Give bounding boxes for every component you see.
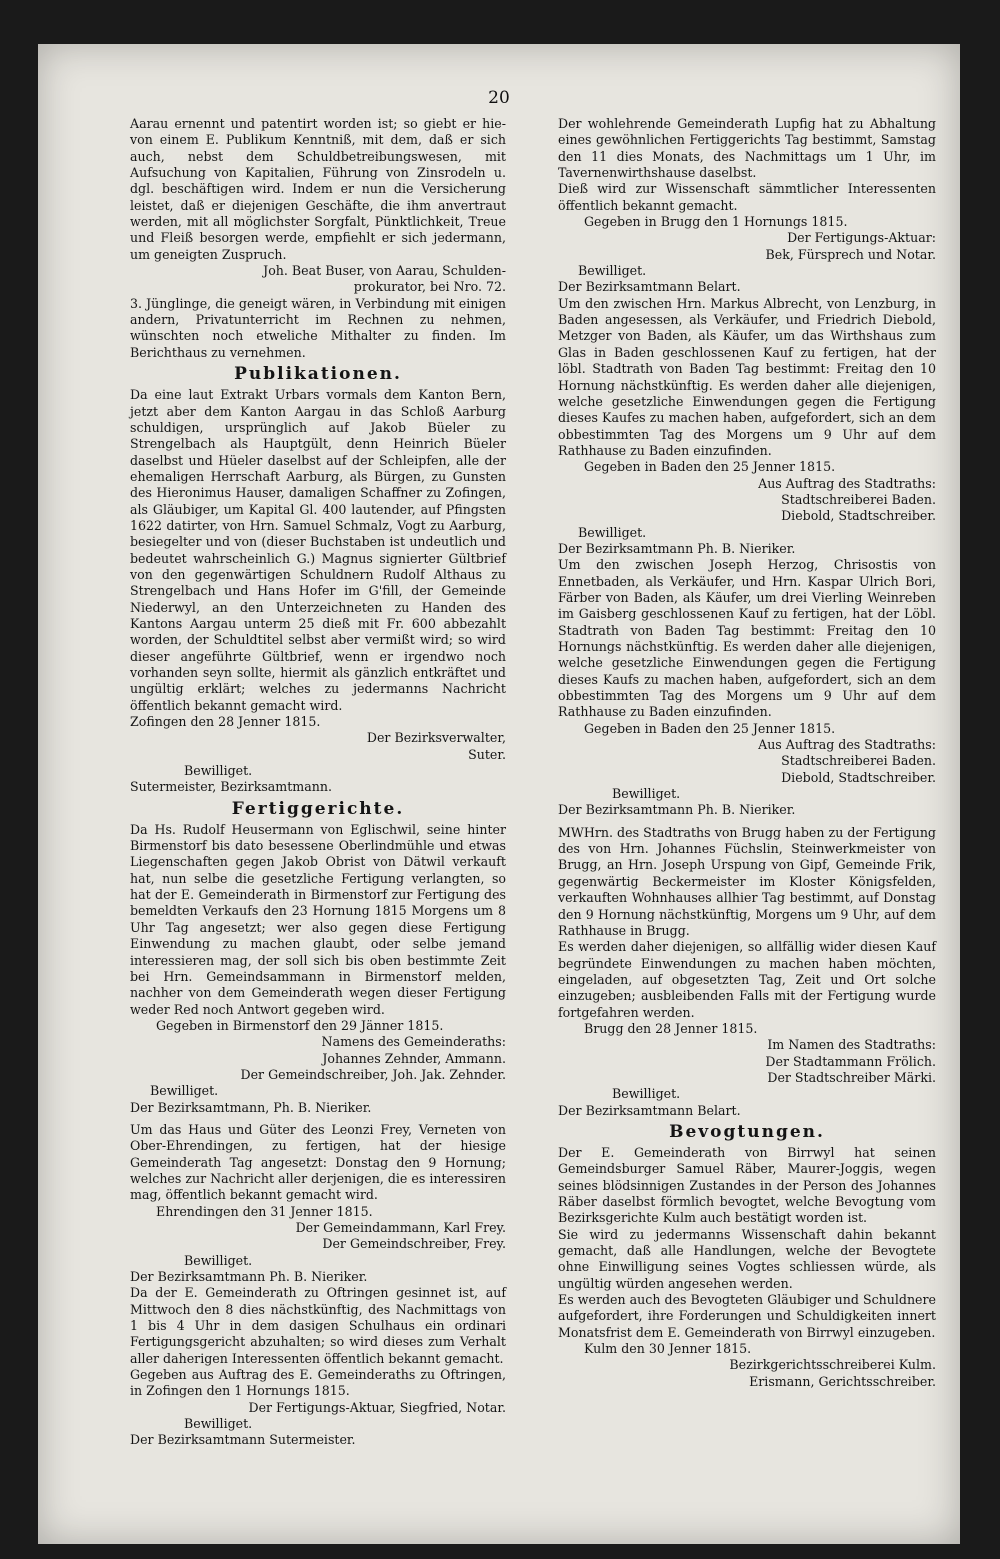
- signature-line: Joh. Beat Buser, von Aarau, Schulden-: [263, 263, 506, 279]
- signature-line: Namens des Gemeinderaths:: [321, 1034, 506, 1050]
- approval-line: Bewilliget.: [184, 1252, 253, 1268]
- signature-line: Diebold, Stadtschreiber.: [781, 508, 936, 524]
- signature-line: Stadtschreiberei Baden.: [781, 491, 936, 507]
- signature-line: Der Gemeindammann, Karl Frey.: [295, 1220, 506, 1235]
- signature-line: Der Stadtammann Frölich.: [765, 1053, 936, 1069]
- approval-signature: Der Bezirksamtmann Ph. B. Nieriker.: [130, 1269, 368, 1285]
- approval-signature: Der Bezirksamtmann Ph. B. Nieriker.: [558, 802, 796, 818]
- section-heading-fertiggerichte: Fertiggerichte.: [231, 798, 405, 819]
- approval-signature: Der Bezirksamtmann Ph. B. Nieriker.: [558, 540, 796, 556]
- signature-line: Der Bezirksverwalter,: [366, 730, 506, 746]
- notice-paragraph: Da der E. Gemeinderath zu Oftringen gesinnet ist, auf Mittwoch den 8 dies nächstkünftig, des Nachmittags von 1 bis 4 Uhr in dem dasigen Schulhaus ein ordinari Fertigungsgericht abzuhalten; so wird dieses zum Verhalt aller daherigen Interessenten öffentlich bekannt gemacht.: [130, 1285, 506, 1366]
- date-line: Gegeben aus Auftrag des E. Gemeinderaths zu Oftringen, in Zofingen den 1 Hornungs 1815.: [130, 1367, 506, 1399]
- date-line: Gegeben in Baden den 25 Jenner 1815.: [584, 720, 836, 736]
- date-line: Gegeben in Brugg den 1 Hornungs 1815.: [584, 214, 848, 230]
- approval-line: Bewilliget.: [578, 263, 647, 279]
- approval-line: Bewilliget.: [612, 1086, 681, 1102]
- notice-paragraph: Da eine laut Extrakt Urbars vormals dem Kanton Bern, jetzt aber dem Kanton Aargau in das Schloß Aarburg schuldigen, ursprünglich auf Jakob Büeler zu Strengelbach als Hauptgült, denn Heinrich Büeler daselbst und Hüeler daselbst auf der Schleipfen, alle der ehemaligen Herrschaft Aarburg, als Bürgen, zu Gunsten des Hieronimus Hauser, damaligen Schaffner zu Zofingen, als Gläubiger, um Kapital Gl. 400 lautender, auf Pfingsten 1622 datirter, von Hrn. Samuel Schmalz, Vogt zu Aarburg, besiegelter und von (dieser Buchstaben ist undeutlich und bedeutet wahrscheinlich G.) Magnus signierter Gültbrief von den gegenwärtigen Schuldnern Rudolf Althaus zu Strengelbach und Hans Hofer im G'fill, der Gemeinde Niederwyl, an den Unterzeichneten zu Handen des Kantons Aargau unterm 25 dieß mit Fr. 600 abbezahlt worden, der Schuldtitel selbst aber vermißt wird; so wird dieser angeführte Gültbrief, wenn er irgendwo noch vorhanden seyn sollte, hiermit als gänzlich entkräftet und ungültig erklärt; welches zu jedermanns Nachricht öffentlich bekannt gemacht wird.: [130, 387, 506, 713]
- approval-line: Bewilliget.: [578, 524, 647, 540]
- notice-paragraph: Dieß wird zur Wissenschaft sämmtlicher Interessenten öffentlich bekannt gemacht.: [558, 181, 936, 213]
- notice-paragraph: Da Hs. Rudolf Heusermann von Eglischwil, seine hinter Birmenstorf bis dato besessene Oberlindmühle und etwas Liegenschaften gegen Jakob Obrist von Dätwil verkauft hat, nun selbe die gesetzliche Fertigung verlangten, so hat der E. Gemeinderath in Birmenstorf zur Fertigung des bemeldten Verkaufs den 23 Hornung 1815 Morgens um 8 Uhr Tag angesetzt; wer also gegen diese Fertigung Einwendung zu machen glaubt, oder selbe jemand interessieren mag, der soll sich bis oben bestimmte Zeit bei Hrn. Gemeindsammann in Birmenstorf melden, nachher von dem Gemeinderath wegen dieser Fertigung weder Red noch Antwort gegeben wird.: [130, 821, 506, 1017]
- notice-paragraph: Sie wird zu jedermanns Wissenschaft dahin bekannt gemacht, daß alle Handlungen, welche der Bevogtete ohne Einwilligung seines Vogtes schliessen würde, als ungültig würden angesehen werden.: [558, 1226, 936, 1291]
- signature-line: Der Stadtschreiber Märki.: [767, 1069, 936, 1085]
- signature-line: Bezirkgerichtsschreiberei Kulm.: [729, 1357, 936, 1373]
- approval-line: Bewilliget.: [184, 763, 253, 779]
- approval-signature: Sutermeister, Bezirksamtmann.: [130, 779, 332, 795]
- section-heading-publikationen: Publikationen.: [234, 364, 402, 385]
- signature-line: Suter.: [468, 746, 506, 762]
- date-line: Brugg den 28 Jenner 1815.: [584, 1020, 758, 1036]
- notice-paragraph: Aarau ernennt und patentirt worden ist; so giebt er hie-von einem E. Publikum Kenntniß, mit dem, daß er sich auch, nebst dem Schuldbetreibungswesen, mit Aufsuchung von Kapitalien, Führung von Zinsrodeln u. dgl. beschäftigen wird. Indem er nun die Versicherung leistet, daß er diejenigen Geschäfte, die ihm anvertraut werden, mit all möglichster Sorgfalt, Pünktlichkeit, Treue und Fleiß besorgen werde, empfiehlt er sich jedermann, um geneigten Zuspruch.: [130, 116, 506, 262]
- approval-signature: Der Bezirksamtmann, Ph. B. Nieriker.: [130, 1099, 372, 1115]
- notice-paragraph: Um den zwischen Hrn. Markus Albrecht, von Lenzburg, in Baden angesessen, als Verkäufer, und Friedrich Diebold, Metzger von Baden, als Käufer, um das Wirthshaus zum Glas in Baden geschlossenen Kauf zu fertigen, hat der löbl. Stadtrath von Baden Tag bestimmt: Freitag den 10 Hornung nächstkünftig. Es werden daher alle diejenigen, welche gesetzliche Einwendungen gegen die Fertigung dieses Kaufes zu machen haben, aufgefordert, sich an dem obbestimmten Tag des Morgens um 9 Uhr auf dem Rathhause zu Baden einzufinden.: [558, 295, 936, 458]
- newspaper-page: [38, 44, 960, 1544]
- date-line: Ehrendingen den 31 Jenner 1815.: [156, 1203, 373, 1219]
- date-line: Kulm den 30 Jenner 1815.: [584, 1341, 752, 1357]
- signature-line: Johannes Zehnder, Ammann.: [322, 1050, 506, 1066]
- approval-signature: Der Bezirksamtmann Sutermeister.: [130, 1432, 356, 1448]
- notice-paragraph: Um das Haus und Güter des Leonzi Frey, Verneten von Ober-Ehrendingen, zu fertigen, hat der hiesige Gemeinderath Tag angesetzt: Donstag den 9 Hornung; welches zur Nachricht aller derjenigen, die es interessiren mag, öffentlich bekannt gemacht wird.: [130, 1121, 506, 1203]
- signature-line: Diebold, Stadtschreiber.: [781, 769, 936, 785]
- right-column: [558, 116, 936, 1390]
- signature-line: Aus Auftrag des Stadtraths:: [758, 475, 936, 491]
- signature-line: Der Gemeindschreiber, Frey.: [322, 1236, 506, 1252]
- signature-line: Im Namen des Stadtraths:: [767, 1037, 936, 1053]
- signature-line: Erismann, Gerichtsschreiber.: [749, 1373, 936, 1389]
- signature-line: Der Fertigungs-Aktuar, Siegfried, Notar.: [248, 1399, 506, 1415]
- notice-paragraph: Der E. Gemeinderath von Birrwyl hat seinen Gemeindsburger Samuel Räber, Maurer-Joggis, wegen seines blödsinnigen Zustandes in der Person des Johannes Räber daselbst förmlich bevogtet, welche Bevogtung vom Bezirksgerichte Kulm auch bestätigt worden ist.: [558, 1144, 936, 1226]
- approval-signature: Der Bezirksamtmann Belart.: [558, 1102, 741, 1118]
- notice-paragraph: Es werden daher diejenigen, so allfällig wider diesen Kauf begründete Einwendungen zu machen haben möchten, eingeladen, auf obgesetzten Tag, Zeit und Ort solche einzugeben; ausbleibenden Falls mit der Fertigung wurde fortgefahren werden.: [558, 939, 936, 1020]
- left-column: [130, 116, 506, 1449]
- page-number: 20: [488, 88, 510, 108]
- signature-line: Der Gemeindschreiber, Joh. Jak. Zehnder.: [240, 1066, 506, 1082]
- notice-paragraph: MWHrn. des Stadtraths von Brugg haben zu der Fertigung des von Hrn. Johannes Füchslin, Steinwerkmeister von Brugg, an Hrn. Joseph Urspung von Gipf, Gemeinde Frik, gegenwärtig Beckermeister im Kloster Königsfelden, verkauften Wohnhauses allhier Tag bestimmt, auf Donstag den 9 Hornung nächstkünftig, Morgens um 9 Uhr, auf dem Rathhause in Brugg.: [558, 824, 936, 938]
- signature-line: Stadtschreiberei Baden.: [781, 753, 936, 769]
- section-heading-bevogtungen: Bevogtungen.: [669, 1121, 825, 1142]
- date-line: Gegeben in Baden den 25 Jenner 1815.: [584, 459, 836, 475]
- date-line: Zofingen den 28 Jenner 1815.: [130, 714, 321, 730]
- approval-signature: Der Bezirksamtmann Belart.: [558, 279, 741, 295]
- signature-line: Bek, Fürsprech und Notar.: [765, 246, 936, 262]
- approval-line: Bewilliget.: [184, 1416, 253, 1432]
- date-line: Gegeben in Birmenstorf den 29 Jänner 1815.: [156, 1017, 444, 1033]
- approval-line: Bewilliget.: [612, 786, 681, 802]
- notice-paragraph: Der wohlehrende Gemeinderath Lupfig hat zu Abhaltung eines gewöhnlichen Fertiggerichts Tag bestimmt, Samstag den 11 dies Monats, des Nachmittags um 1 Uhr, im Tavernenwirthshause daselbst.: [558, 116, 936, 181]
- approval-line: Bewilliget.: [150, 1083, 219, 1099]
- notice-paragraph: Es werden auch des Bevogteten Gläubiger und Schuldnere aufgefordert, ihre Forderungen und Schuldigkeiten innert Monatsfrist dem E. Gemeinderath von Birrwyl einzugeben.: [558, 1292, 936, 1340]
- signature-line: Der Fertigungs-Aktuar:: [787, 230, 936, 246]
- signature-line: prokurator, bei Nro. 72.: [353, 279, 506, 295]
- signature-line: Aus Auftrag des Stadtraths:: [758, 737, 936, 753]
- notice-paragraph: 3. Jünglinge, die geneigt wären, in Verbindung mit einigen andern, Privatunterricht im Rechnen zu nehmen, wünschten noch etweliche Mithalter zu finden. Im Berichthaus zu vernehmen.: [130, 295, 506, 360]
- notice-paragraph: Um den zwischen Joseph Herzog, Chrisostis von Ennetbaden, als Verkäufer, und Hrn. Kaspar Ulrich Bori, Färber von Baden, als Käufer, um drei Vierling Weinreben im Gaisberg geschlossenen Kauf zu fertigen, hat der Löbl. Stadtrath von Baden Tag bestimmt: Freitag den 10 Hornungs nächstkünftig. Es werden daher alle diejenigen, welche gesetzliche Einwendungen gegen die Fertigung dieses Kaufs zu machen haben, aufgefordert, sich an dem obbestimmten Tag des Morgens um 9 Uhr auf dem Rathhause zu Baden einzufinden.: [558, 557, 936, 720]
